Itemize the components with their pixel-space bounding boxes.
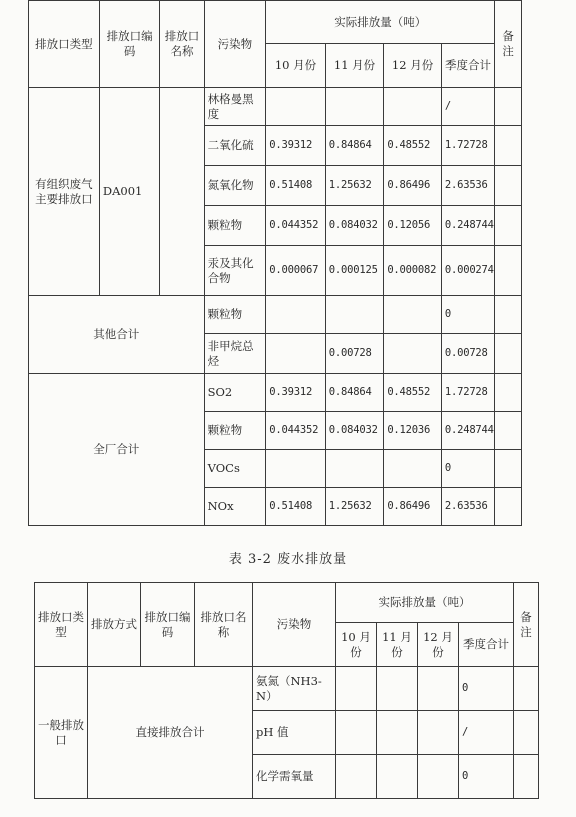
oct-cell: 0.044352 <box>266 412 326 450</box>
dec-cell: 0.12056 <box>384 206 442 246</box>
oct-cell <box>336 667 377 711</box>
outlet-code-cell: DA001 <box>99 88 160 296</box>
remark-cell <box>495 206 522 246</box>
nov-cell: 0.084032 <box>325 206 384 246</box>
quarter-cell: 1.72728 <box>441 126 494 166</box>
nov-cell: 0.00728 <box>325 334 384 374</box>
nov-cell <box>325 88 384 126</box>
header-nov: 11 月份 <box>325 44 384 88</box>
oct-cell: 0.39312 <box>266 374 326 412</box>
pollutant-cell: 非甲烷总烃 <box>204 334 266 374</box>
quarter-cell: 0.000274 <box>441 246 494 296</box>
quarter-cell: / <box>459 711 514 755</box>
header-oct: 10 月份 <box>266 44 326 88</box>
quarter-cell: 0.248744 <box>441 206 494 246</box>
oct-cell: 0.51408 <box>266 166 326 206</box>
header-outlet-code: 排放口编码 <box>99 1 160 88</box>
other-total-label: 其他合计 <box>29 296 205 374</box>
remark-cell <box>495 374 522 412</box>
quarter-cell: 1.72728 <box>441 374 494 412</box>
remark-cell <box>514 711 539 755</box>
quarter-cell: 0.248744 <box>441 412 494 450</box>
pollutant-cell: 化学需氧量 <box>253 755 336 799</box>
oct-cell: 0.39312 <box>266 126 326 166</box>
outlet-type-cell: 有组织废气主要排放口 <box>29 88 100 296</box>
dec-cell: 0.000082 <box>384 246 442 296</box>
header-oct: 10 月份 <box>336 623 377 667</box>
header-remark: 备注 <box>495 1 522 88</box>
pollutant-cell: 氮氧化物 <box>204 166 266 206</box>
quarter-cell: / <box>441 88 494 126</box>
header-nov: 11 月份 <box>377 623 418 667</box>
pollutant-cell: pH 值 <box>253 711 336 755</box>
plant-total-label: 全厂合计 <box>29 374 205 526</box>
dec-cell <box>384 296 442 334</box>
remark-cell <box>495 88 522 126</box>
quarter-cell: 0 <box>441 296 494 334</box>
header-quarter: 季度合计 <box>441 44 494 88</box>
pollutant-cell: VOCs <box>204 450 266 488</box>
dec-cell: 0.86496 <box>384 488 442 526</box>
air-emissions-table <box>28 0 522 526</box>
nov-cell <box>325 296 384 334</box>
remark-cell <box>495 334 522 374</box>
header-dec: 12 月份 <box>418 623 459 667</box>
quarter-cell: 0 <box>441 450 494 488</box>
pollutant-cell: 林格曼黑度 <box>204 88 266 126</box>
wastewater-emissions-table <box>34 582 539 799</box>
oct-cell: 0.51408 <box>266 488 326 526</box>
dec-cell: 0.12036 <box>384 412 442 450</box>
header-method: 排放方式 <box>88 583 141 667</box>
dec-cell <box>418 755 459 799</box>
dec-cell: 0.48552 <box>384 374 442 412</box>
remark-cell <box>495 126 522 166</box>
oct-cell <box>266 296 326 334</box>
header-outlet-name: 排放口名称 <box>160 1 204 88</box>
pollutant-cell: 颗粒物 <box>204 296 266 334</box>
dec-cell <box>418 711 459 755</box>
pollutant-cell: 氨氮（NH3-N） <box>253 667 336 711</box>
pollutant-cell: 汞及其化合物 <box>204 246 266 296</box>
oct-cell: 0.044352 <box>266 206 326 246</box>
remark-cell <box>495 488 522 526</box>
nov-cell <box>377 755 418 799</box>
remark-cell <box>495 296 522 334</box>
oct-cell <box>336 711 377 755</box>
nov-cell: 1.25632 <box>325 166 384 206</box>
dec-cell: 0.48552 <box>384 126 442 166</box>
header-actual-emissions: 实际排放量（吨） <box>336 583 514 623</box>
pollutant-cell: 颗粒物 <box>204 206 266 246</box>
quarter-cell: 0 <box>459 755 514 799</box>
quarter-cell: 0 <box>459 667 514 711</box>
nov-cell: 1.25632 <box>325 488 384 526</box>
dec-cell <box>384 334 442 374</box>
nov-cell <box>325 450 384 488</box>
quarter-cell: 0.00728 <box>441 334 494 374</box>
outlet-type-cell: 一般排放口 <box>35 667 88 799</box>
header-outlet-name: 排放口名称 <box>195 583 253 667</box>
nov-cell: 0.84864 <box>325 374 384 412</box>
remark-cell <box>514 755 539 799</box>
remark-cell <box>495 246 522 296</box>
nov-cell: 0.084032 <box>325 412 384 450</box>
header-actual-emissions: 实际排放量（吨） <box>266 1 495 44</box>
table-caption: 表 3-2 废水排放量 <box>228 552 348 567</box>
oct-cell <box>336 755 377 799</box>
table-row <box>35 667 539 711</box>
remark-cell <box>514 667 539 711</box>
pollutant-cell: 二氧化硫 <box>204 126 266 166</box>
oct-cell <box>266 334 326 374</box>
pollutant-cell: SO2 <box>204 374 266 412</box>
dec-cell <box>384 450 442 488</box>
nov-cell: 0.84864 <box>325 126 384 166</box>
dec-cell <box>418 667 459 711</box>
table-row <box>29 374 522 412</box>
remark-cell <box>495 412 522 450</box>
oct-cell: 0.000067 <box>266 246 326 296</box>
quarter-cell: 2.63536 <box>441 488 494 526</box>
dec-cell <box>384 88 442 126</box>
quarter-cell: 2.63536 <box>441 166 494 206</box>
oct-cell <box>266 88 326 126</box>
header-outlet-code: 排放口编码 <box>141 583 195 667</box>
header-remark: 备注 <box>514 583 539 667</box>
remark-cell <box>495 450 522 488</box>
header-pollutant: 污染物 <box>253 583 336 667</box>
header-dec: 12 月份 <box>384 44 442 88</box>
header-outlet-type: 排放口类型 <box>35 583 88 667</box>
nov-cell <box>377 667 418 711</box>
header-pollutant: 污染物 <box>204 1 266 88</box>
pollutant-cell: 颗粒物 <box>204 412 266 450</box>
outlet-name-cell <box>160 88 204 296</box>
direct-discharge-total-label: 直接排放合计 <box>88 667 253 799</box>
header-quarter: 季度合计 <box>459 623 514 667</box>
table-row <box>29 296 522 334</box>
table-row <box>29 88 522 126</box>
nov-cell: 0.000125 <box>325 246 384 296</box>
dec-cell: 0.86496 <box>384 166 442 206</box>
header-outlet-type: 排放口类型 <box>29 1 100 88</box>
nov-cell <box>377 711 418 755</box>
oct-cell <box>266 450 326 488</box>
remark-cell <box>495 166 522 206</box>
pollutant-cell: NOx <box>204 488 266 526</box>
